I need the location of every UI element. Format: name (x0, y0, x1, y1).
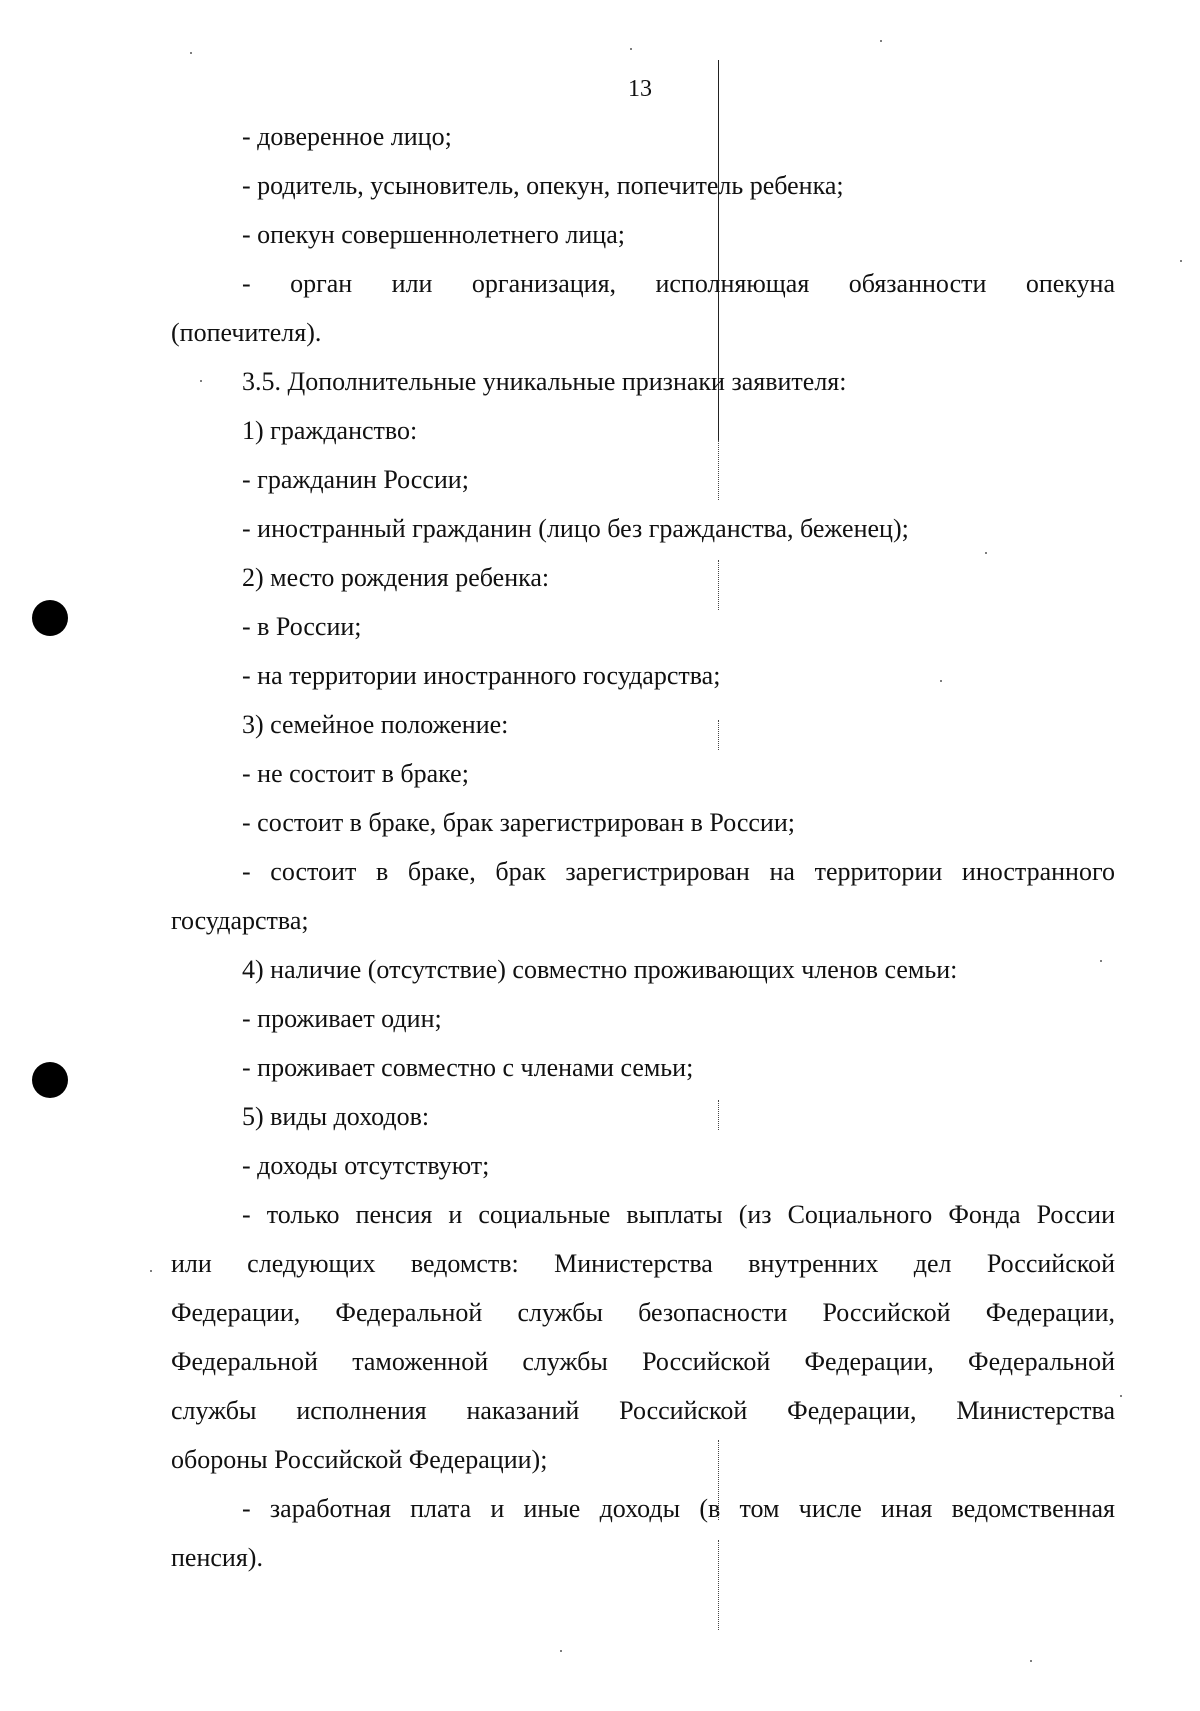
scan-fold-line (718, 560, 719, 610)
text-line: 4) наличие (отсутствие) совместно проживающих членов семьи: (242, 955, 958, 984)
text-line: пенсия). (171, 1543, 263, 1572)
scan-speck (560, 1650, 562, 1652)
scan-speck (150, 1270, 152, 1272)
text-line: - состоит в браке, брак зарегистрирован на территории иностранного (242, 857, 1115, 886)
scan-speck (1030, 1660, 1032, 1662)
scan-speck (200, 380, 202, 382)
text-line: - орган или организация, исполняющая обязанности опекуна (242, 269, 1115, 298)
text-line: - опекун совершеннолетнего лица; (242, 220, 625, 249)
text-line: - проживает один; (242, 1004, 442, 1033)
text-line: или следующих ведомств: Министерства внутренних дел Российской (171, 1249, 1115, 1278)
text-line: Федерации, Федеральной службы безопасности Российской Федерации, (171, 1298, 1115, 1327)
text-line: 5) виды доходов: (242, 1102, 430, 1131)
text-line: обороны Российской Федерации); (171, 1445, 548, 1474)
text-line: 1) гражданство: (242, 416, 418, 445)
scan-speck (1100, 960, 1102, 962)
scan-speck (1120, 1395, 1122, 1397)
scan-speck (880, 40, 882, 42)
text-line: - иностранный гражданин (лицо без гражданства, беженец); (242, 514, 909, 543)
punch-hole-mark (32, 600, 68, 636)
scan-fold-line (718, 1440, 719, 1520)
scan-fold-line (718, 440, 719, 500)
text-line: - доверенное лицо; (242, 122, 452, 151)
scan-fold-line (718, 720, 719, 750)
text-line: - только пенсия и социальные выплаты (из Социального Фонда России (242, 1200, 1115, 1229)
text-line: (попечителя). (171, 318, 322, 347)
scan-speck (630, 48, 632, 50)
text-line: службы исполнения наказаний Российской Федерации, Министерства (171, 1396, 1115, 1425)
text-line: - в России; (242, 612, 362, 641)
text-line: - на территории иностранного государства; (242, 661, 721, 690)
text-line: 3) семейное положение: (242, 710, 509, 739)
text-line: - заработная плата и иные доходы (в том числе иная ведомственная (242, 1494, 1115, 1523)
scan-fold-line (718, 300, 719, 440)
section-heading: 3.5. Дополнительные уникальные признаки заявителя: (242, 367, 847, 396)
scan-fold-line (718, 1100, 719, 1130)
text-line: государства; (171, 906, 309, 935)
page-number: 13 (628, 76, 652, 102)
scan-fold-line (718, 1540, 719, 1630)
text-line: - гражданин России; (242, 465, 469, 494)
scan-speck (940, 680, 942, 682)
scan-fold-line (718, 60, 719, 300)
text-line: - родитель, усыновитель, опекун, попечитель ребенка; (242, 171, 844, 200)
text-line: Федеральной таможенной службы Российской Федерации, Федеральной (171, 1347, 1115, 1376)
scan-speck (985, 552, 987, 554)
text-line: - не состоит в браке; (242, 759, 469, 788)
text-line: - состоит в браке, брак зарегистрирован в России; (242, 808, 795, 837)
text-line: - доходы отсутствуют; (242, 1151, 490, 1180)
scan-speck (1180, 260, 1182, 262)
text-line: 2) место рождения ребенка: (242, 563, 550, 592)
scan-speck (190, 52, 192, 54)
punch-hole-mark (32, 1062, 68, 1098)
text-line: - проживает совместно с членами семьи; (242, 1053, 694, 1082)
